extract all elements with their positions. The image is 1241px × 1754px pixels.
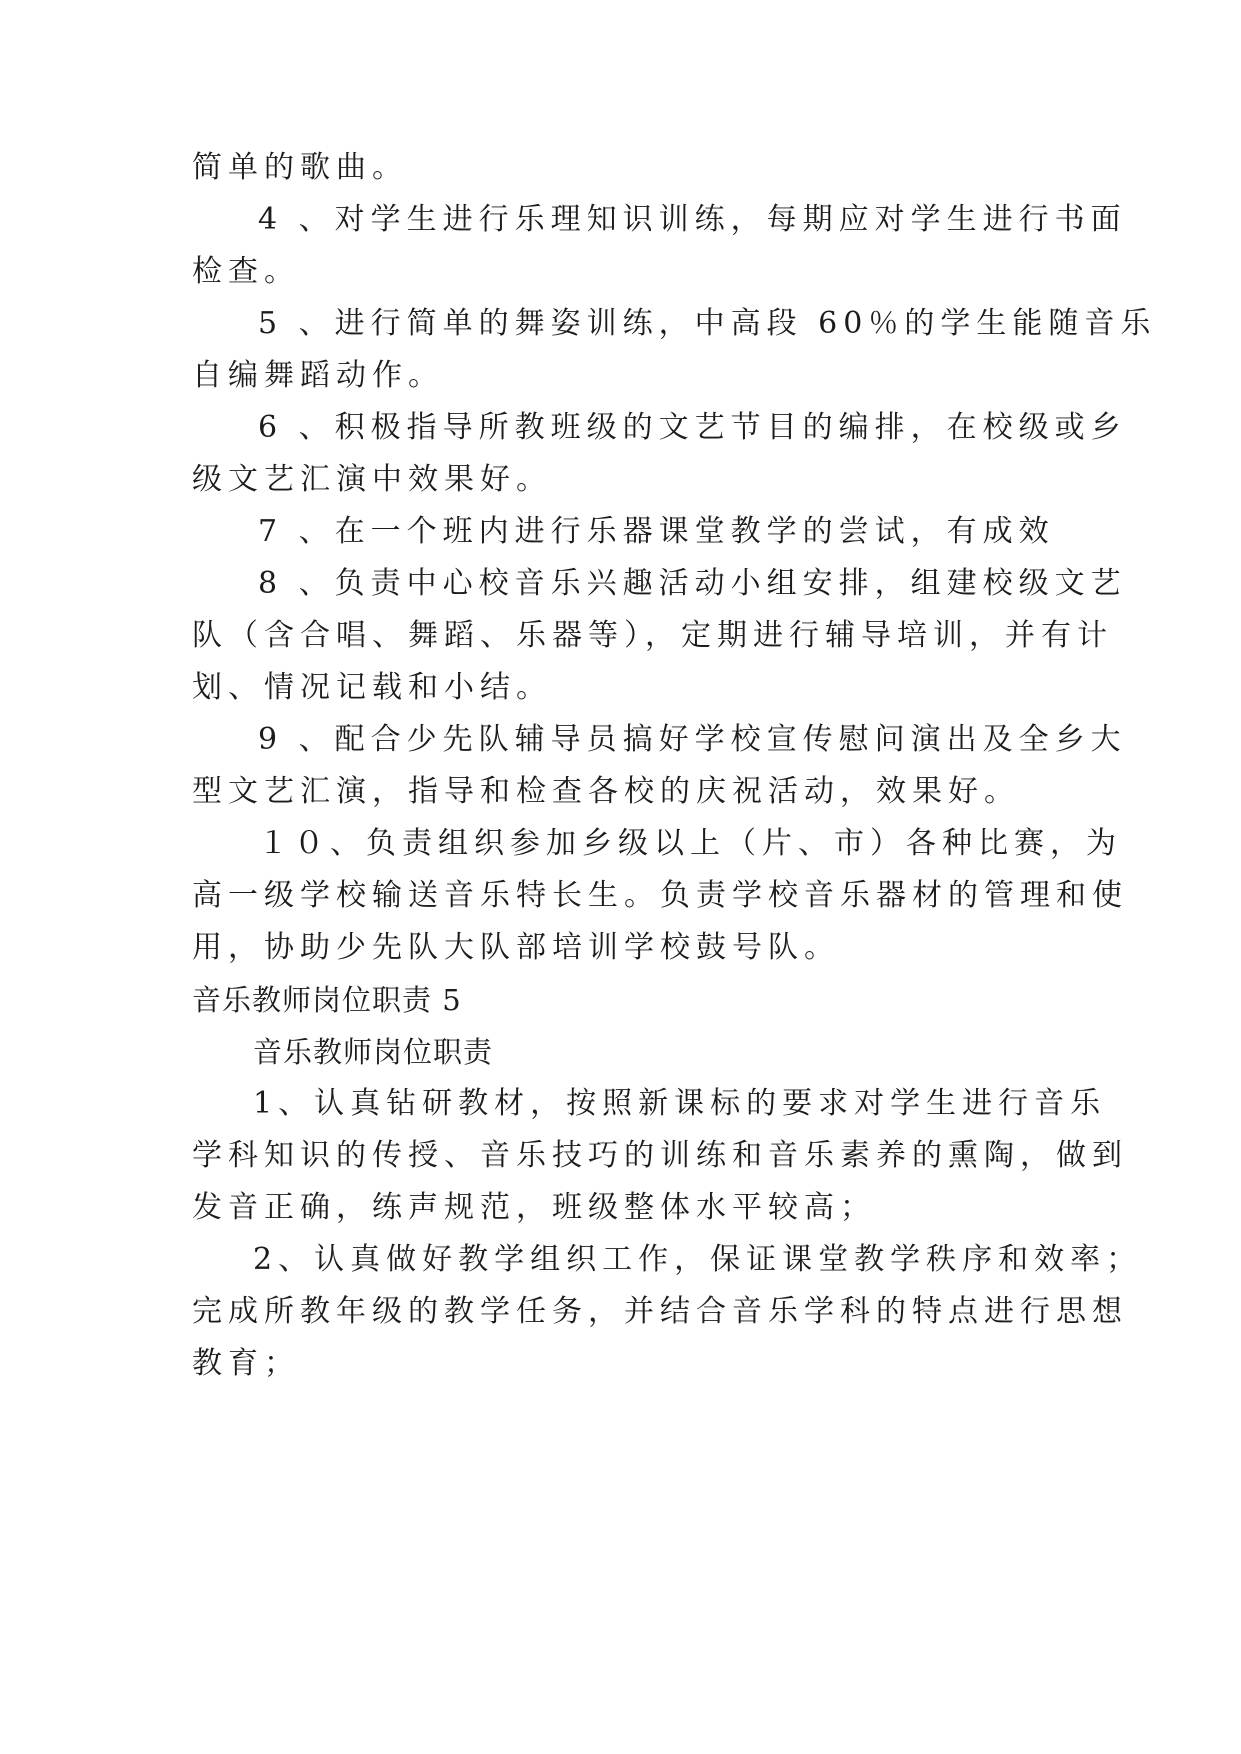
text-line: 简单的歌曲。 [192,150,408,185]
text-line: 队（含合唱、舞蹈、乐器等），定期进行辅导培训，并有计 [192,618,1113,653]
section-subtitle: 音乐教师岗位职责 [253,1035,494,1069]
text-line: 划、情况记载和小结。 [192,670,552,705]
text-line: 检查。 [192,254,300,289]
text-line: 6 、积极指导所教班级的文艺节目的编排，在校级或乡 [258,410,1127,445]
text-line: 5 、进行简单的舞姿训练，中高段 60％的学生能随音乐 [258,306,1157,341]
text-line: 高一级学校输送音乐特长生。负责学校音乐器材的管理和使 [192,878,1128,913]
text-line: 教育； [192,1346,300,1381]
text-line: 型文艺汇演，指导和检查各校的庆祝活动，效果好。 [192,774,1020,809]
text-line: 自编舞蹈动作。 [192,358,444,393]
text-line: 7 、在一个班内进行乐器课堂教学的尝试，有成效 [258,514,1055,549]
text-line: 2、认真做好教学组织工作，保证课堂教学秩序和效率； [253,1242,1143,1277]
text-line: 级文艺汇演中效果好。 [192,462,552,497]
text-line: 完成所教年级的教学任务，并结合音乐学科的特点进行思想 [192,1294,1128,1329]
section-heading: 音乐教师岗位职责 5 [192,983,462,1017]
text-line: 9 、配合少先队辅导员搞好学校宣传慰问演出及全乡大 [258,722,1127,757]
text-line: 1、认真钻研教材，按照新课标的要求对学生进行音乐 [253,1086,1107,1121]
text-line: １０、负责组织参加乡级以上（片、市）各种比赛，为 [258,826,1122,861]
text-line: 4 、对学生进行乐理知识训练，每期应对学生进行书面 [258,202,1127,237]
text-line: 学科知识的传授、音乐技巧的训练和音乐素养的熏陶，做到 [192,1138,1128,1173]
text-line: 8 、负责中心校音乐兴趣活动小组安排，组建校级文艺 [258,566,1127,601]
text-line: 发音正确，练声规范，班级整体水平较高； [192,1190,876,1225]
text-line: 用，协助少先队大队部培训学校鼓号队。 [192,930,840,965]
